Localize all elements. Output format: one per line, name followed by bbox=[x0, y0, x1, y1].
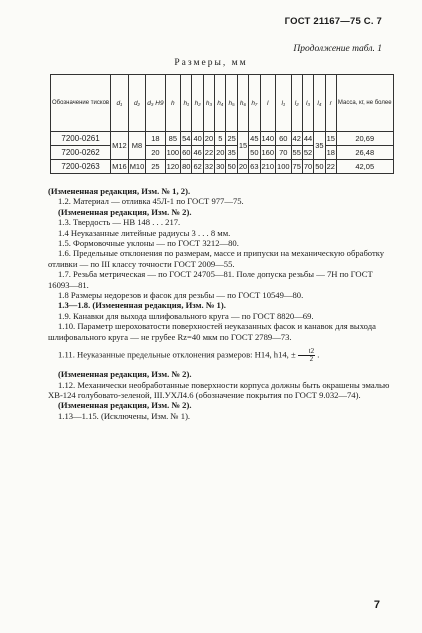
table-cell: 20 bbox=[215, 146, 226, 160]
table-cell: 25 bbox=[146, 160, 165, 174]
table-cell: 46 bbox=[192, 146, 203, 160]
table-cell: 15 bbox=[237, 132, 248, 160]
column-header: d₁ bbox=[111, 75, 129, 132]
table-cell: 18 bbox=[325, 146, 336, 160]
dimensions-table bbox=[50, 74, 394, 174]
amendment-note: (Измененная редакция, Изм. № 2). bbox=[58, 206, 192, 217]
table-cell: 45 bbox=[249, 132, 260, 146]
table-cell: 60 bbox=[181, 146, 192, 160]
table-cell: 100 bbox=[165, 146, 181, 160]
paragraph: 1.7. Резьба метрическая — по ГОСТ 24705—81. Поле допуска резьбы — 7Н по ГОСТ 16093—81. bbox=[48, 269, 373, 290]
paragraph: 1.4 Неуказанные литейные радиусы 3 . . . 8 мм. bbox=[58, 227, 231, 238]
table-cell: 85 bbox=[165, 132, 181, 146]
column-header: h₄ bbox=[215, 75, 226, 132]
paragraph: 1.11. Неуказанные предельные отклонения размеров: Н14, h14, ± $\frac{t2}{2}$ . bbox=[58, 347, 320, 364]
table-header-row bbox=[51, 75, 394, 132]
column-header: l bbox=[260, 75, 276, 132]
table-cell: M16 bbox=[111, 160, 129, 174]
amendment-note: (Измененная редакция, Изм. № 1, 2). bbox=[48, 186, 191, 196]
table-cell: 160 bbox=[260, 146, 276, 160]
table-cell: 44 bbox=[302, 132, 313, 146]
sizes-caption: Размеры, мм bbox=[174, 58, 248, 68]
paragraph: 1.12. Механически необработанные поверхности корпуса должны быть окрашены эмалью ХВ-124 голубовато-зеленой, III.УХЛ4.6 (обозначение покрытия по ГОСТ 9.032—74). bbox=[48, 379, 390, 400]
column-header: r bbox=[325, 75, 336, 132]
column-header: h₃ bbox=[203, 75, 214, 132]
table-cell: 50 bbox=[249, 146, 260, 160]
table-cell: 20 bbox=[237, 160, 248, 174]
paragraph: 1.3. Твердость — НВ 148 . . . 217. bbox=[58, 217, 181, 228]
table-cell: 60 bbox=[276, 132, 292, 146]
table-cell: 20 bbox=[203, 132, 214, 146]
table-cell: M12 bbox=[111, 132, 129, 160]
table-cell: 80 bbox=[181, 160, 192, 174]
table-cell: M10 bbox=[128, 160, 146, 174]
table-row bbox=[51, 132, 394, 146]
table-cell: 63 bbox=[249, 160, 260, 174]
table-cell: 15 bbox=[325, 132, 336, 146]
table-cell: 50 bbox=[226, 160, 237, 174]
amendment-note: 1.3—1.8. (Измененная редакция, Изм. № 1). bbox=[58, 300, 226, 311]
table-cell: 210 bbox=[260, 160, 276, 174]
table-cell: 25 bbox=[226, 132, 237, 146]
table-cell: M8 bbox=[128, 132, 146, 160]
table-cell: 62 bbox=[192, 160, 203, 174]
table-cell: 32 bbox=[203, 160, 214, 174]
table-cell: 40 bbox=[192, 132, 203, 146]
table-continuation-label: Продолжение табл. 1 bbox=[293, 44, 382, 54]
paragraph: 1.10. Параметр шероховатости поверхностей неуказанных фасок и канавок для выхода шлифовального круга — не грубее Rz=40 мкм по ГОСТ 2789—73. bbox=[48, 321, 376, 342]
column-header: l₄ bbox=[314, 75, 325, 132]
table-cell: 20 bbox=[146, 146, 165, 160]
table-cell: 55 bbox=[291, 146, 302, 160]
tolerance-text: 1.11. Неуказанные предельные отклонения размеров: Н14, h14, ± bbox=[58, 349, 296, 360]
paragraph: 1.8 Размеры недорезов и фасок для резьбы — по ГОСТ 10549—80. bbox=[58, 290, 304, 301]
table-cell: 20,69 bbox=[336, 132, 393, 146]
amendment-note: (Измененная редакция, Изм. № 2). bbox=[58, 369, 192, 380]
column-header: h₅ bbox=[226, 75, 237, 132]
column-header: Масса, кг, не более bbox=[336, 75, 393, 132]
table-cell: 54 bbox=[181, 132, 192, 146]
table-cell: 18 bbox=[146, 132, 165, 146]
column-header: h bbox=[165, 75, 181, 132]
column-header: h₆ bbox=[237, 75, 248, 132]
table-cell: 70 bbox=[302, 160, 313, 174]
amendment-note: (Измененная редакция, Изм. № 2). bbox=[58, 400, 192, 411]
table-cell: 5 bbox=[215, 132, 226, 146]
column-header: d₃ H9 bbox=[146, 75, 165, 132]
table-cell: 75 bbox=[291, 160, 302, 174]
table-cell: 35 bbox=[314, 132, 325, 160]
paragraph: 1.9. Канавки для выхода шлифовального круга — по ГОСТ 8820—69. bbox=[58, 310, 314, 321]
fraction-denominator: 2 bbox=[309, 355, 314, 364]
table-cell: 120 bbox=[165, 160, 181, 174]
table-cell: 22 bbox=[325, 160, 336, 174]
column-header: Обозначение тисков bbox=[51, 75, 111, 132]
table-row bbox=[51, 160, 394, 174]
paragraph: 1.6. Предельные отклонения по размерам, массе и припуски на механическую обработку отливки — по III классу точности ГОСТ 2009—55. bbox=[48, 248, 385, 269]
table-cell: 100 bbox=[276, 160, 292, 174]
table-cell: 7200-0261 bbox=[51, 132, 111, 146]
table-cell: 26,48 bbox=[336, 146, 393, 160]
table-cell: 70 bbox=[276, 146, 292, 160]
table-cell: 22 bbox=[203, 146, 214, 160]
table-cell: 7200-0262 bbox=[51, 146, 111, 160]
paragraph: 1.13—1.15. (Исключены, Изм. № 1). bbox=[58, 410, 191, 421]
table-cell: 52 bbox=[302, 146, 313, 160]
table-cell: 30 bbox=[215, 160, 226, 174]
table-cell: 42,05 bbox=[336, 160, 393, 174]
column-header: h₇ bbox=[249, 75, 260, 132]
running-header: ГОСТ 21167—75 С. 7 bbox=[284, 16, 382, 27]
document-body bbox=[48, 186, 394, 421]
page-number: 7 bbox=[373, 599, 380, 611]
table-cell: 35 bbox=[226, 146, 237, 160]
table-cell: 140 bbox=[260, 132, 276, 146]
column-header: h₂ bbox=[192, 75, 203, 132]
fraction-numerator: t2 bbox=[298, 348, 315, 356]
column-header: d₂ bbox=[128, 75, 146, 132]
column-header: l₃ bbox=[302, 75, 313, 132]
paragraph: 1.2. Материал — отливка 45Л-1 по ГОСТ 977—75. bbox=[58, 196, 244, 207]
column-header: l₁ bbox=[276, 75, 292, 132]
table-cell: 50 bbox=[314, 160, 325, 174]
tolerance-fraction bbox=[298, 348, 315, 363]
column-header: h₁ bbox=[181, 75, 192, 132]
table-cell: 7200-0263 bbox=[51, 160, 111, 174]
table-cell: 42 bbox=[291, 132, 302, 146]
column-header: l₂ bbox=[291, 75, 302, 132]
table-row bbox=[51, 146, 394, 160]
paragraph: 1.5. Формовочные уклоны — по ГОСТ 3212—80. bbox=[58, 238, 239, 249]
